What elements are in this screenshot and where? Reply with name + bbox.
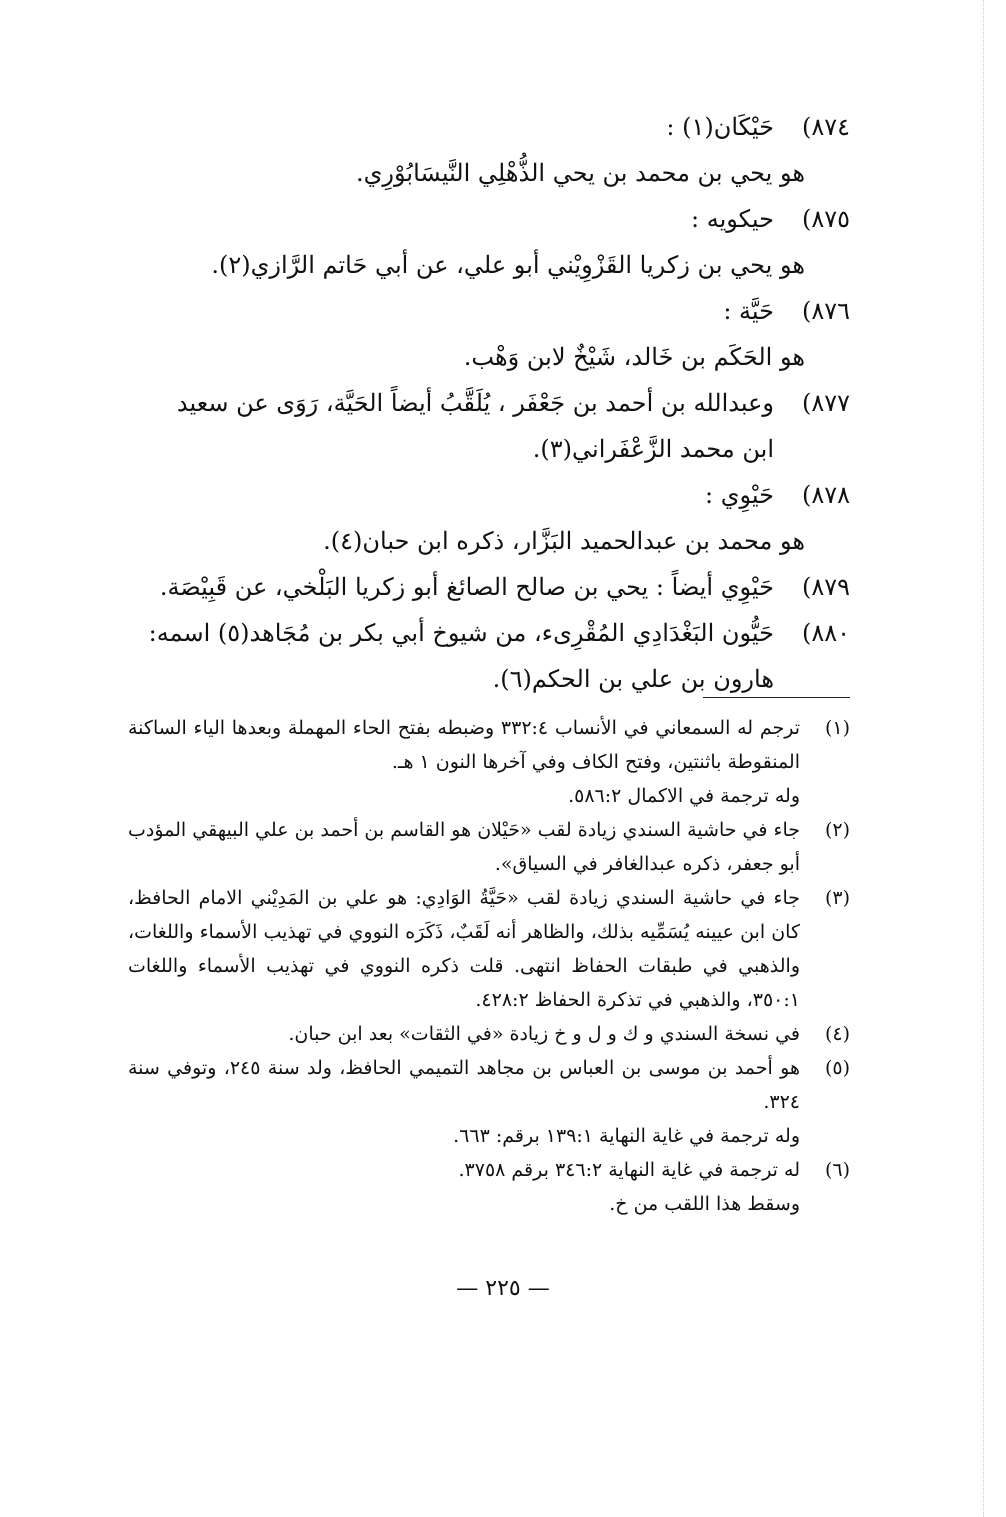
entry-number: ٨٧٥) xyxy=(801,205,850,233)
footnote-number: (٢) xyxy=(824,819,850,841)
entry xyxy=(128,196,850,242)
entry-number: ٨٧٤) xyxy=(801,113,850,141)
entry-title: حَيَّة : xyxy=(723,297,774,325)
entry-description: هو يحي بن محمد بن يحي الذُّهْلِي النَّيسَابُوْرِي. xyxy=(356,159,805,187)
entry-description: هو الحَكَم بن خَالد، شَيْخٌ لابن وَهْب. xyxy=(463,343,805,371)
entry xyxy=(128,380,850,426)
entry-title: حَيْوِي : xyxy=(705,481,774,509)
footnote-text: ترجم له السمعاني في الأنساب ٣٣٢:٤ وضبطه بفتح الحاء المهملة وبعدها الياء الساكنة المنقوطة باثنتين، وفتح الكاف وفي آخرها النون ١ هـ. xyxy=(128,717,800,773)
entry xyxy=(128,104,850,150)
entry-title: حَيُّون البَغْدَادِي المُقْرِىء، من شيوخ أبي بكر بن مُجَاهد(٥) اسمه: xyxy=(148,619,774,647)
entry-number: ٨٨٠) xyxy=(801,619,850,647)
footnote xyxy=(128,881,850,1017)
footnote xyxy=(128,1017,850,1051)
entry-title: حَيْكَان(١) : xyxy=(666,113,774,141)
footnotes xyxy=(128,711,850,1221)
footnote-number: (١) xyxy=(824,717,850,739)
footnote xyxy=(128,813,850,881)
footnote-text: له ترجمة في غاية النهاية ٣٤٦:٢ برقم ٣٧٥٨. xyxy=(458,1159,800,1181)
entry-title: وعبدالله بن أحمد بن جَعْفَر ، يُلَقَّبُ أيضاً الحَيَّة، رَوَى عن سعيد xyxy=(176,389,774,417)
entry-title: حَيْوِي أيضاً : يحي بن صالح الصائغ أبو زكريا البَلْخي، عن قَبِيْصَة. xyxy=(159,573,774,601)
footnote-extra: وسقط هذا اللقب من خ. xyxy=(609,1193,800,1215)
entry xyxy=(128,288,850,334)
entry-continuation: ابن محمد الزَّعْفَراني(٣). xyxy=(532,435,774,463)
footnote-text: جاء في حاشية السندي زيادة لقب «حَيْلان هو القاسم بن أحمد بن علي البيهقي المؤدب أبو جعفر، ذكره عبدالغافر في السياق». xyxy=(128,819,800,875)
footnote-extra: وله ترجمة في الاكمال ٥٨٦:٢. xyxy=(568,785,800,807)
page-number: — ٢٢٥ — xyxy=(456,1276,550,1301)
entry xyxy=(128,610,850,656)
footnote-number: (٦) xyxy=(824,1159,850,1181)
entry-number: ٨٧٩) xyxy=(801,573,850,601)
entry-continuation: هارون بن علي بن الحكم(٦). xyxy=(492,665,774,693)
footnote-separator xyxy=(703,697,850,698)
entry-description: هو محمد بن عبدالحميد البَزَّار، ذكره ابن حبان(٤). xyxy=(323,527,805,555)
footnote xyxy=(128,1051,850,1153)
entry-title: حيكويه : xyxy=(691,205,774,233)
footnote-number: (٤) xyxy=(824,1023,850,1045)
footnote-extra: وله ترجمة في غاية النهاية ١٣٩:١ برقم: ٦٦٣. xyxy=(453,1125,800,1147)
footnote xyxy=(128,1153,850,1221)
footnote-number: (٥) xyxy=(824,1057,850,1079)
footnote-text: هو أحمد بن موسى بن العباس بن مجاهد التميمي الحافظ، ولد سنة ٢٤٥، وتوفي سنة ٣٢٤. xyxy=(128,1057,800,1113)
entry-number: ٨٧٨) xyxy=(801,481,850,509)
entry-number: ٨٧٧) xyxy=(801,389,850,417)
footnote-number: (٣) xyxy=(824,887,850,909)
footnote-text: في نسخة السندي و ك و ل و خ زيادة «في الثقات» بعد ابن حبان. xyxy=(288,1023,800,1045)
entry-description: هو يحي بن زكريا القَزْوِيْني أبو علي، عن أبي حَاتم الرَّازي(٢). xyxy=(211,251,805,279)
entry-number: ٨٧٦) xyxy=(801,297,850,325)
entry xyxy=(128,564,850,610)
footnote-text: جاء في حاشية السندي زيادة لقب «حَيَّةُ الوَادِي: هو علي بن المَدِيْني الامام الحافظ، كان ابن عيينه يُسَمِّيه بذلك، والظاهر أنه لَقَبٌ، ذَكَرَه النووي في تهذيب الأسماء واللغات، والذهبي في طبقات الحفاظ انتهى. قلت ذكره النووي في تهذيب الأسماء واللغات ٣٥٠:١، والذهبي في تذكرة الحفاظ ٤٢٨:٢. xyxy=(128,887,800,1011)
footnote xyxy=(128,711,850,813)
main-text xyxy=(128,104,850,702)
entry xyxy=(128,472,850,518)
